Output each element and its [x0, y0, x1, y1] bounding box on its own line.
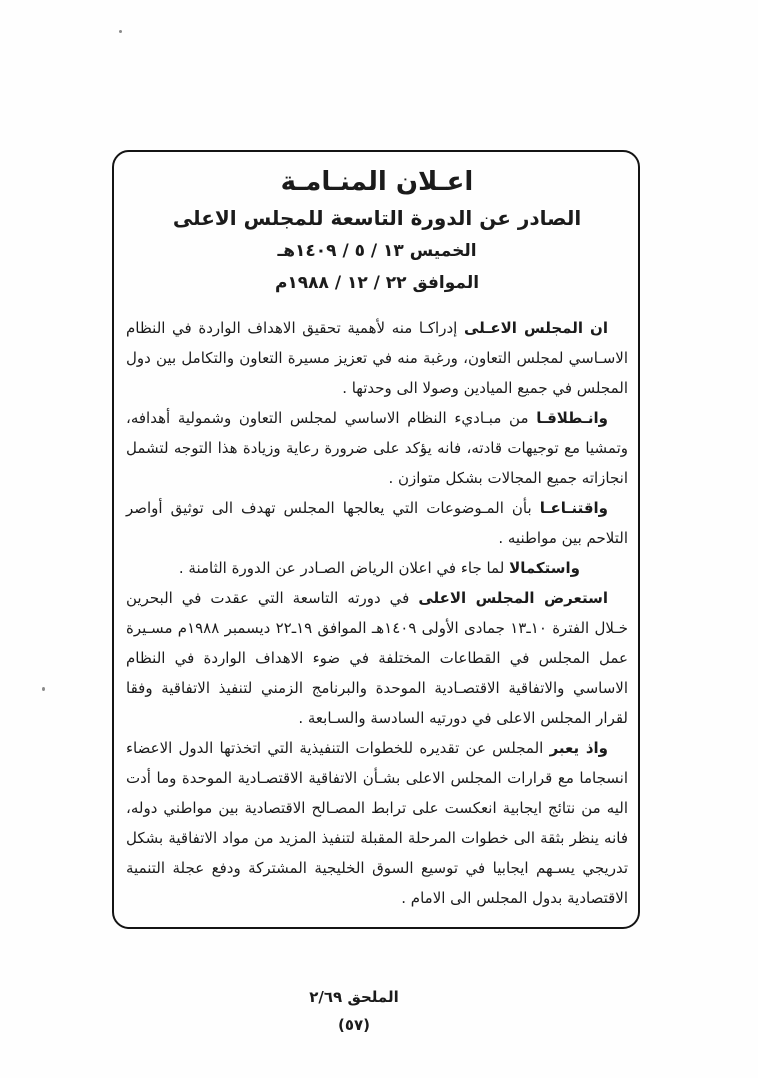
paragraph-lead: وانـطلاقـا: [536, 409, 608, 427]
paragraph-lead: استعرض المجلس الاعلى: [418, 589, 608, 607]
paragraph-text: من مبـاديء النظام الاساسي لمجلس التعاون وشمولية أهدافه، وتمشيا مع توجيهات قادته، فانه يؤكد على ضرورة رعاية وزيادة هذا التوجه لتشمل انجازاته جميع المجالات بشكل متوازن .: [126, 409, 628, 487]
document-frame: [112, 150, 640, 929]
date-gregorian: الموافق ٢٢ / ١٢ / ١٩٨٨م: [274, 273, 480, 293]
paragraph-text: في دورته التاسعة التي عقدت في البحرين خـلال الفترة ١٠ـ١٣ جمادى الأولى ١٤٠٩هـ الموافق ١٩ـ٢٢ ديسمبر ١٩٨٨م مسـيرة عمل المجلس في القطاعات المختلفة في ضوء الاهداف الواردة في النظام الاساسي والاتفاقية الاقتصـادية الموحدة والبرنامج الزمني لتنفيذ الاتفاقية وفقا لقرار المجلس الاعلى في دورتيه السادسة والسـابعة .: [126, 589, 628, 727]
document-body: [124, 313, 630, 913]
paragraph-text: المجلس عن تقديره للخطوات التنفيذية التي اتخذتها الدول الاعضاء انسجاما مع قرارات المجلس الاعلى بشـأن الاتفاقية الاقتصـادية الموحدة وما أدت اليه من نتائج ايجابية انعكست على ترابط المصـالح الاقتصادية بين مواطني دوله، فانه ينظر بثقة الى خطوات المرحلة المقبلة لتنفيذ المزيد من مواد الاتفاقية بشكل تدريجي يسـهم ايجابيا في توسيع السوق الخليجية المشتركة ودفع عجلة التنمية الاقتصادية بدول المجلس الى الامام .: [126, 739, 628, 907]
paragraph-lead: واستكمالا: [509, 559, 580, 577]
paragraph-lead: واذ يعبر: [549, 739, 608, 757]
page-footer: [154, 988, 554, 1034]
paragraph: [126, 733, 628, 913]
date-hijri: الخميس ١٣ / ٥ / ١٤٠٩هـ: [277, 241, 477, 261]
paragraph-text: بأن المـوضوعات التي يعالجها المجلس تهدف الى توثيق أواصر التلاحم بين مواطنيه .: [126, 499, 628, 547]
page-number: (٥٧): [337, 1016, 371, 1034]
document-title: اعـلان المنـامـة: [280, 167, 474, 197]
paragraph: [126, 313, 628, 403]
paragraph: [126, 493, 628, 553]
paragraph: [126, 403, 628, 493]
appendix-label: الملحق ٢/٦٩: [309, 988, 399, 1006]
scan-speck: [42, 687, 45, 691]
document-subtitle: الصادر عن الدورة التاسعة للمجلس الاعلى: [172, 206, 582, 230]
paragraph-text: لما جاء في اعلان الرياض الصـادر عن الدورة الثامنة .: [178, 559, 505, 577]
scan-speck: [119, 30, 122, 33]
paragraph-lead: واقتنـاعـا: [539, 499, 608, 517]
paragraph-text: إدراكـا منه لأهمية تحقيق الاهداف الواردة في النظام الاسـاسي لمجلس التعاون، ورغبة منه في تعزيز مسيرة التعاون والتكامل بين دول المجلس في جميع الميادين وصولا الى وحدتها .: [126, 319, 628, 397]
paragraph: [126, 583, 628, 733]
paragraph-lead: ان المجلس الاعـلى: [463, 319, 608, 337]
paragraph: [126, 553, 628, 583]
